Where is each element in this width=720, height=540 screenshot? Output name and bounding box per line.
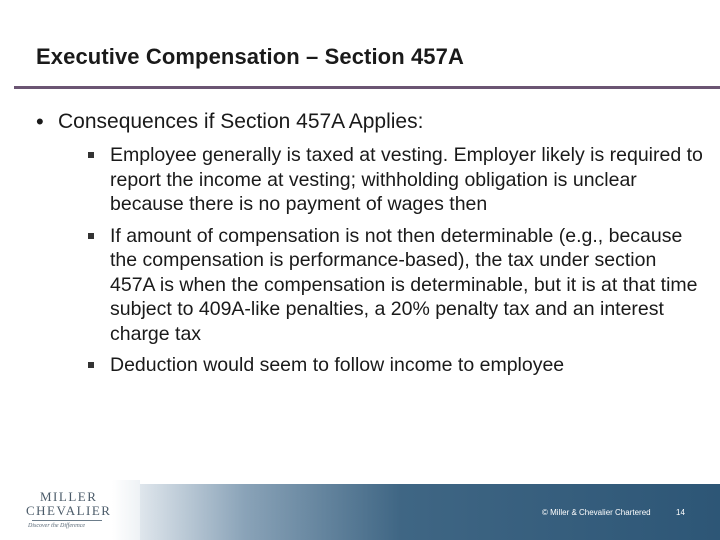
main-bullet-text: Consequences if Section 457A Applies: xyxy=(58,110,424,133)
square-bullet-icon xyxy=(86,353,110,377)
sub-bullet-text: Deduction would seem to follow income to employee xyxy=(110,354,565,376)
slide-body xyxy=(36,108,704,385)
logo-tagline: Discover the Difference xyxy=(28,523,86,529)
sub-bullet-text: Employee generally is taxed at vesting. Employer likely is required to report the income at vesting; withholding obligation is unclear because there is no payment of wages then xyxy=(110,144,703,215)
sub-bullet xyxy=(86,353,704,378)
copyright-text: © Miller & Chevalier Chartered xyxy=(542,508,651,517)
slide-footer xyxy=(0,480,720,540)
sub-bullet xyxy=(86,224,704,347)
sub-bullet-list xyxy=(86,143,704,378)
logo-line-2: CHEVALIER xyxy=(26,503,112,518)
logo-line-1: MILLER xyxy=(40,489,98,504)
square-bullet-icon xyxy=(86,143,110,167)
bullet-dot-icon: • xyxy=(36,109,44,134)
logo-rule xyxy=(32,520,102,521)
main-bullet xyxy=(36,108,704,135)
page-number: 14 xyxy=(676,508,685,517)
square-bullet-icon xyxy=(86,224,110,248)
title-divider xyxy=(14,86,720,89)
slide-title: Executive Compensation – Section 457A xyxy=(36,44,464,69)
sub-bullet xyxy=(86,143,704,217)
sub-bullet-text: If amount of compensation is not then determinable (e.g., because the compensation is performance-based), the tax under section 457A is when the compensation is determinable, but it is at that time subject to 409A-like penalties, a 20% penalty tax and an interest charge tax xyxy=(110,224,698,345)
company-logo xyxy=(26,490,136,529)
